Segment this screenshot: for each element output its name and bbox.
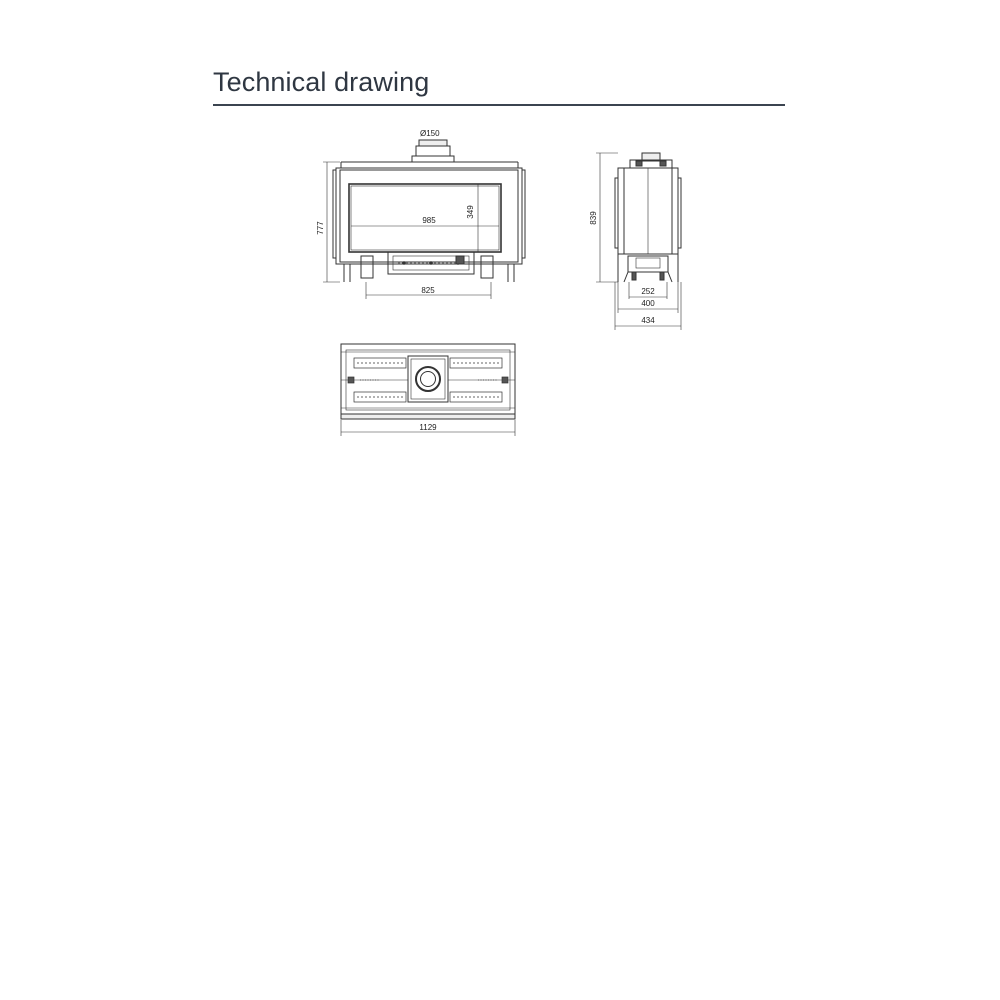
side-view: [596, 153, 681, 330]
label-side-body-depth: 400: [641, 299, 655, 308]
front-base: [344, 252, 514, 282]
label-side-total-depth: 434: [641, 316, 655, 325]
flue-collar: [412, 140, 454, 162]
label-side-height: 839: [589, 211, 598, 225]
section-title: Technical drawing: [213, 67, 430, 97]
label-flue-diameter: Ø150: [420, 129, 440, 138]
side-body: [615, 168, 681, 254]
label-front-height: 777: [316, 221, 325, 235]
top-flue-outlet: [408, 356, 448, 402]
top-body: [341, 344, 515, 419]
side-base: [618, 254, 678, 282]
front-outer-frame: [333, 162, 525, 264]
side-top-collar: [630, 153, 672, 168]
label-top-total-width: 1129: [419, 423, 437, 432]
label-base-width: 825: [421, 286, 435, 295]
label-glass-width: 985: [422, 216, 436, 225]
label-glass-height: 349: [466, 205, 475, 219]
label-side-base-depth: 252: [641, 287, 655, 296]
